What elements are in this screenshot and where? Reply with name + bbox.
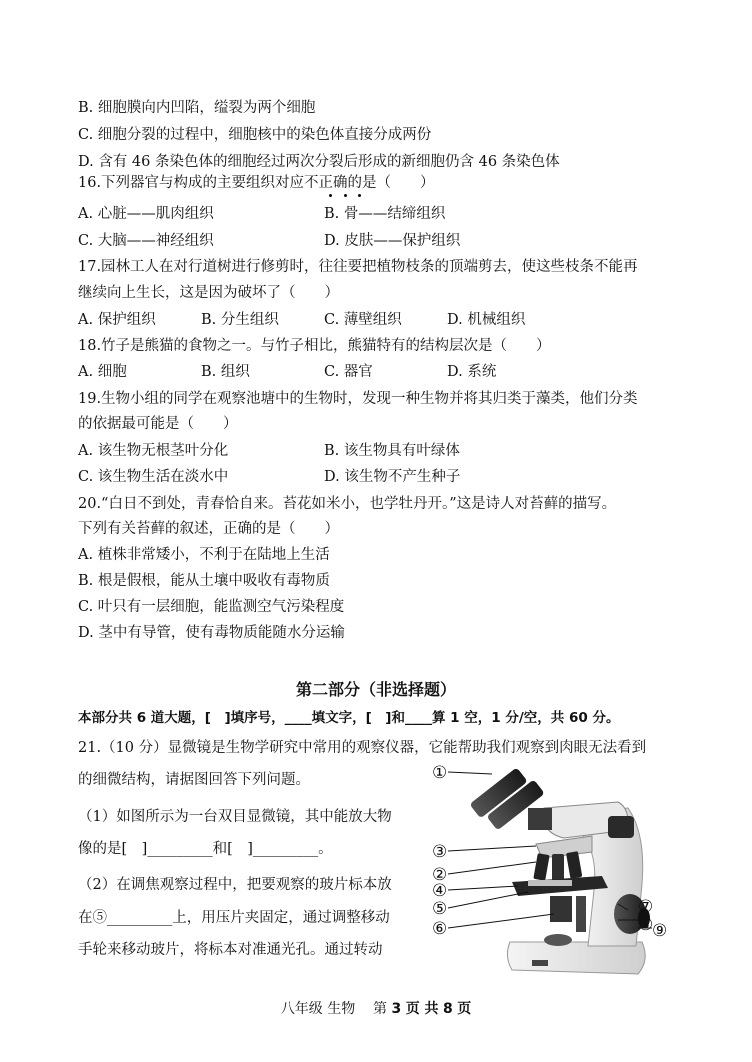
objective-1 [533, 853, 549, 881]
section-title: 第二部分（非选择题） [295, 680, 456, 699]
footer-grade-subject: 八年级 生物 [280, 1001, 356, 1017]
q15-option-c: C. 细胞分裂的过程中，细胞核中的染色体直接分成两份 [78, 127, 432, 143]
q17-option-a: A. 保护组织 [78, 312, 156, 328]
label-9: ⑨ [652, 921, 668, 941]
q20-option-d: D. 茎中有导管，使有毒物质能随水分运输 [78, 625, 345, 641]
footer-page-suffix: 页 [457, 1001, 472, 1017]
q20-stem-line2: 下列有关苔藓的叙述，正确的是（ ） [78, 521, 339, 537]
q20-stem-line1: 20.“白日不到处，青春恰自来。苔花如米小，也学牡丹开。”这是诗人对苔藓的描写。 [78, 496, 617, 512]
q17-option-d: D. 机械组织 [447, 312, 526, 328]
label-3: ③ [432, 842, 448, 862]
label-6: ⑥ [432, 919, 448, 939]
emphasis-dot [344, 194, 347, 197]
footer-page-prefix: 第 [373, 1001, 388, 1017]
q19-stem-line2: 的依据最可能是（ ） [78, 416, 238, 432]
q16-option-b: B. 骨——结缔组织 [324, 206, 446, 222]
q17-stem-line2: 继续向上生长，这是因为破坏了（ ） [78, 285, 339, 301]
emphasis-dot [329, 194, 332, 197]
q21-part2-line1: （2）在调焦观察过程中，把要观察的玻片标本放 [78, 877, 392, 893]
q21-stem-line2: 的细微结构，请据图回答下列问题。 [78, 772, 310, 788]
q15-option-d: D. 含有 46 条染色体的细胞经过两次分裂后形成的新细胞仍含 46 条染色体 [78, 154, 560, 170]
q19-stem-line1: 19.生物小组的同学在观察池塘中的生物时，发现一种生物并将其归类于藻类，他们分类 [78, 391, 638, 407]
q21-stem-line1: 21.（10 分）显微镜是生物学研究中常用的观察仪器，它能帮助我们观察到肉眼无法看到 [78, 740, 647, 756]
label-2: ② [432, 865, 448, 885]
q16-stem: 16.下列器官与构成的主要组织对应不正确的是（ ） [78, 175, 435, 191]
section-instructions: 本部分共 6 道大题，[ ]填序号，____填文字，[ ]和____算 1 空，1 分/空，共 60 分。 [78, 710, 620, 726]
q18-stem: 18.竹子是熊猫的食物之一。与竹子相比，熊猫特有的结构层次是（ ） [78, 338, 551, 354]
q17-option-b: B. 分生组织 [201, 312, 279, 328]
page-footer [0, 998, 752, 1018]
stage-rod [576, 896, 586, 932]
q17-stem-line1: 17.园林工人在对行道树进行修剪时，往往要把植物枝条的顶端剪去，使这些枝条不能再 [78, 259, 638, 275]
q18-option-d: D. 系统 [447, 364, 497, 380]
q21-part2-line3: 手轮来移动玻片，将标本对准通光孔。通过转动 [78, 942, 383, 958]
q19-option-b: B. 该生物具有叶绿体 [324, 443, 460, 459]
eyepiece-mount [528, 808, 552, 830]
base-switch [532, 960, 548, 966]
q18-option-c: C. 器官 [324, 364, 373, 380]
label-4: ④ [432, 881, 448, 901]
q18-option-a: A. 细胞 [78, 364, 127, 380]
q20-option-b: B. 根是假根，能从土壤中吸收有毒物质 [78, 573, 330, 589]
condenser [550, 896, 572, 922]
label-1: ① [432, 764, 448, 783]
q21-part1-line1: （1）如图所示为一台双目显微镜，其中能放大物 [78, 809, 392, 825]
head-knob [608, 816, 634, 838]
objective-2 [552, 854, 564, 882]
q15-option-b: B. 细胞膜向内凹陷，缢裂为两个细胞 [78, 100, 316, 116]
q20-option-c: C. 叶只有一层细胞，能监测空气污染程度 [78, 599, 345, 615]
base-shape [507, 942, 645, 974]
label-7: ⑦ [638, 897, 654, 917]
q16-option-c: C. 大脑——神经组织 [78, 233, 214, 249]
microscope-figure [432, 764, 670, 984]
q16-option-a: A. 心脏——肌肉组织 [78, 206, 214, 222]
q17-option-c: C. 薄壁组织 [324, 312, 402, 328]
q16-option-d: D. 皮肤——保护组织 [324, 233, 461, 249]
footer-page-mid: 页 共 [405, 1001, 439, 1017]
q21-part2-line2: 在⑤_________上，用压片夹固定，通过调整移动 [78, 910, 390, 926]
emphasis-dot [358, 194, 361, 197]
objective-3 [566, 851, 582, 879]
q18-option-b: B. 组织 [201, 364, 250, 380]
q19-option-a: A. 该生物无根茎叶分化 [78, 443, 229, 459]
footer-page-number: 3 [391, 1001, 402, 1017]
label-8: ⑧ [638, 915, 654, 935]
slide-clip [528, 880, 572, 886]
q20-option-a: A. 植株非常矮小，不利于在陆地上生活 [78, 547, 330, 563]
microscope-illustration [432, 764, 670, 984]
label-5: ⑤ [432, 899, 448, 919]
footer-page-total: 8 [443, 1001, 453, 1017]
q21-part1-line2: 像的是[ ]_________和[ ]_________。 [78, 841, 333, 857]
q19-option-c: C. 该生物生活在淡水中 [78, 469, 229, 485]
q19-option-d: D. 该生物不产生种子 [324, 469, 461, 485]
light-source [544, 934, 572, 946]
